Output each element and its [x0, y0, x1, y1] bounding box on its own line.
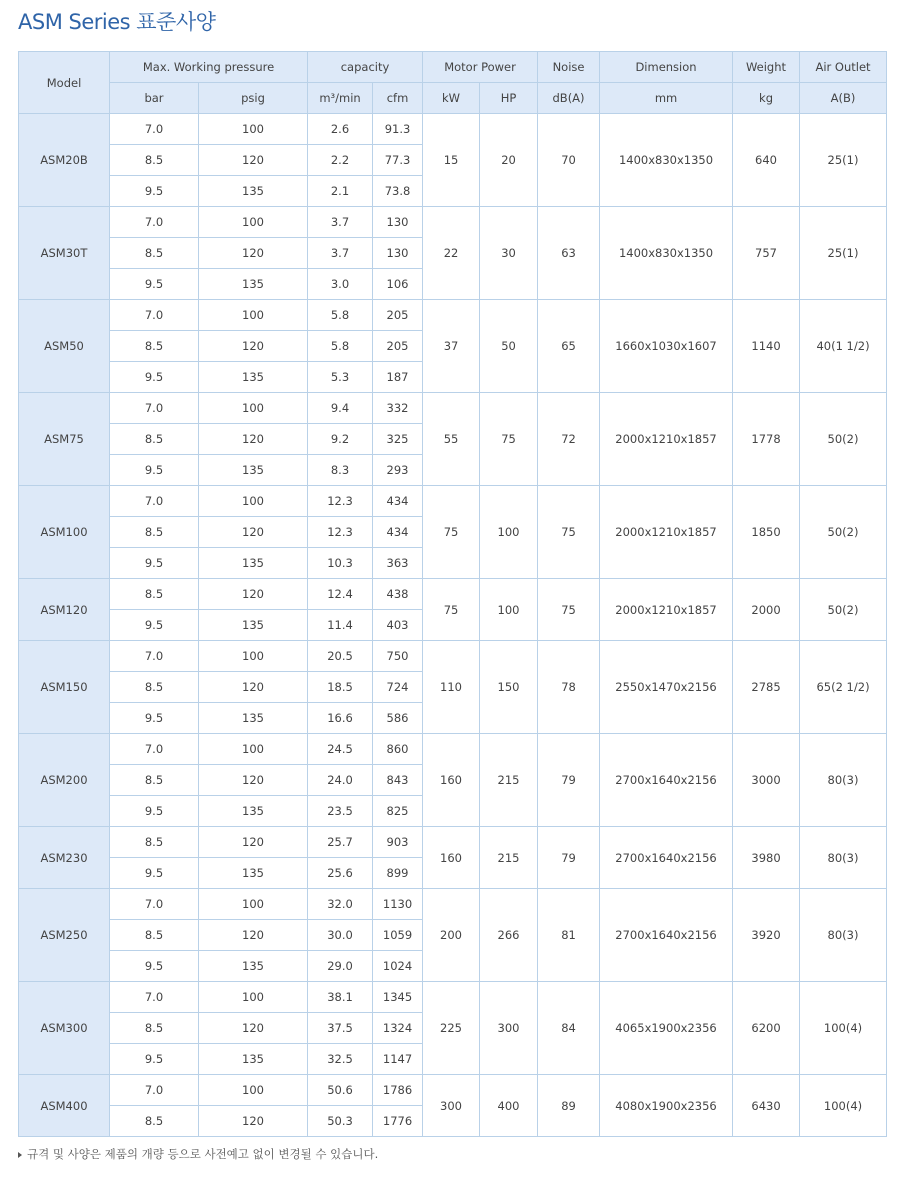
header-capacity: capacity [308, 52, 423, 83]
cfm-cell: 903 [373, 827, 423, 858]
hp-cell: 100 [480, 486, 538, 579]
hp-cell: 150 [480, 641, 538, 734]
cfm-cell: 205 [373, 300, 423, 331]
cfm-cell: 825 [373, 796, 423, 827]
m3min-cell: 50.3 [308, 1106, 373, 1137]
m3min-cell: 18.5 [308, 672, 373, 703]
bar-cell: 7.0 [110, 393, 199, 424]
bar-cell: 9.5 [110, 951, 199, 982]
model-name-cell: ASM150 [19, 641, 110, 734]
m3min-cell: 23.5 [308, 796, 373, 827]
psig-cell: 120 [199, 145, 308, 176]
kw-cell: 15 [423, 114, 480, 207]
cfm-cell: 724 [373, 672, 423, 703]
psig-cell: 135 [199, 362, 308, 393]
dimension-cell: 2700x1640x2156 [600, 827, 733, 889]
m3min-cell: 32.5 [308, 1044, 373, 1075]
m3min-cell: 12.3 [308, 486, 373, 517]
bar-cell: 8.5 [110, 1013, 199, 1044]
psig-cell: 120 [199, 331, 308, 362]
psig-cell: 120 [199, 765, 308, 796]
cfm-cell: 73.8 [373, 176, 423, 207]
m3min-cell: 9.2 [308, 424, 373, 455]
kw-cell: 75 [423, 486, 480, 579]
cfm-cell: 293 [373, 455, 423, 486]
bar-cell: 7.0 [110, 300, 199, 331]
weight-cell: 2000 [733, 579, 800, 641]
air-outlet-cell: 80(3) [800, 734, 887, 827]
bar-cell: 7.0 [110, 1075, 199, 1106]
table-row [19, 641, 887, 672]
psig-cell: 100 [199, 300, 308, 331]
cfm-cell: 130 [373, 207, 423, 238]
bar-cell: 9.5 [110, 455, 199, 486]
header-motor-power: Motor Power [423, 52, 538, 83]
m3min-cell: 11.4 [308, 610, 373, 641]
weight-cell: 3000 [733, 734, 800, 827]
spec-table-body [19, 114, 887, 1137]
cfm-cell: 1776 [373, 1106, 423, 1137]
psig-cell: 120 [199, 920, 308, 951]
kw-cell: 110 [423, 641, 480, 734]
m3min-cell: 5.3 [308, 362, 373, 393]
table-row [19, 300, 887, 331]
kw-cell: 22 [423, 207, 480, 300]
cfm-cell: 1147 [373, 1044, 423, 1075]
noise-cell: 89 [538, 1075, 600, 1137]
cfm-cell: 750 [373, 641, 423, 672]
arrow-right-icon [18, 1152, 22, 1158]
table-row [19, 486, 887, 517]
cfm-cell: 1024 [373, 951, 423, 982]
air-outlet-cell: 100(4) [800, 1075, 887, 1137]
psig-cell: 100 [199, 734, 308, 765]
bar-cell: 9.5 [110, 703, 199, 734]
model-name-cell: ASM120 [19, 579, 110, 641]
kw-cell: 200 [423, 889, 480, 982]
bar-cell: 9.5 [110, 858, 199, 889]
dimension-cell: 2000x1210x1857 [600, 579, 733, 641]
m3min-cell: 5.8 [308, 331, 373, 362]
psig-cell: 135 [199, 548, 308, 579]
hp-cell: 266 [480, 889, 538, 982]
table-row [19, 579, 887, 610]
bar-cell: 8.5 [110, 920, 199, 951]
dimension-cell: 2000x1210x1857 [600, 393, 733, 486]
bar-cell: 8.5 [110, 517, 199, 548]
psig-cell: 100 [199, 393, 308, 424]
psig-cell: 120 [199, 238, 308, 269]
psig-cell: 135 [199, 176, 308, 207]
psig-cell: 100 [199, 889, 308, 920]
m3min-cell: 16.6 [308, 703, 373, 734]
hp-cell: 30 [480, 207, 538, 300]
unit-row [19, 83, 887, 114]
hp-cell: 75 [480, 393, 538, 486]
table-row [19, 207, 887, 238]
noise-cell: 70 [538, 114, 600, 207]
hp-cell: 100 [480, 579, 538, 641]
cfm-cell: 1059 [373, 920, 423, 951]
header-weight: Weight [733, 52, 800, 83]
psig-cell: 100 [199, 641, 308, 672]
m3min-cell: 2.6 [308, 114, 373, 145]
table-row [19, 889, 887, 920]
psig-cell: 135 [199, 796, 308, 827]
table-row [19, 114, 887, 145]
air-outlet-cell: 80(3) [800, 827, 887, 889]
dimension-cell: 4065x1900x2356 [600, 982, 733, 1075]
m3min-cell: 9.4 [308, 393, 373, 424]
weight-cell: 3980 [733, 827, 800, 889]
cfm-cell: 205 [373, 331, 423, 362]
bar-cell: 8.5 [110, 579, 199, 610]
psig-cell: 120 [199, 424, 308, 455]
footnote-text: 규격 및 사양은 제품의 개량 등으로 사전예고 없이 변경될 수 있습니다. [27, 1147, 379, 1161]
bar-cell: 7.0 [110, 207, 199, 238]
cfm-cell: 860 [373, 734, 423, 765]
m3min-cell: 2.1 [308, 176, 373, 207]
psig-cell: 135 [199, 610, 308, 641]
cfm-cell: 434 [373, 517, 423, 548]
header-pressure: Max. Working pressure [110, 52, 308, 83]
cfm-cell: 403 [373, 610, 423, 641]
m3min-cell: 50.6 [308, 1075, 373, 1106]
model-name-cell: ASM400 [19, 1075, 110, 1137]
weight-cell: 757 [733, 207, 800, 300]
cfm-cell: 130 [373, 238, 423, 269]
bar-cell: 9.5 [110, 362, 199, 393]
cfm-cell: 899 [373, 858, 423, 889]
kw-cell: 160 [423, 827, 480, 889]
dimension-cell: 2700x1640x2156 [600, 734, 733, 827]
model-name-cell: ASM100 [19, 486, 110, 579]
weight-cell: 640 [733, 114, 800, 207]
bar-cell: 7.0 [110, 889, 199, 920]
bar-cell: 9.5 [110, 796, 199, 827]
unit-kw: kW [423, 83, 480, 114]
psig-cell: 100 [199, 486, 308, 517]
bar-cell: 8.5 [110, 1106, 199, 1137]
m3min-cell: 25.7 [308, 827, 373, 858]
hp-cell: 215 [480, 827, 538, 889]
kw-cell: 300 [423, 1075, 480, 1137]
weight-cell: 6430 [733, 1075, 800, 1137]
weight-cell: 1140 [733, 300, 800, 393]
psig-cell: 120 [199, 827, 308, 858]
table-row [19, 1075, 887, 1106]
header-noise: Noise [538, 52, 600, 83]
m3min-cell: 2.2 [308, 145, 373, 176]
hp-cell: 20 [480, 114, 538, 207]
psig-cell: 135 [199, 455, 308, 486]
air-outlet-cell: 100(4) [800, 982, 887, 1075]
unit-hp: HP [480, 83, 538, 114]
bar-cell: 9.5 [110, 1044, 199, 1075]
noise-cell: 79 [538, 827, 600, 889]
weight-cell: 1850 [733, 486, 800, 579]
dimension-cell: 1660x1030x1607 [600, 300, 733, 393]
m3min-cell: 8.3 [308, 455, 373, 486]
m3min-cell: 12.4 [308, 579, 373, 610]
m3min-cell: 10.3 [308, 548, 373, 579]
unit-ab: A(B) [800, 83, 887, 114]
header-dimension: Dimension [600, 52, 733, 83]
dimension-cell: 2700x1640x2156 [600, 889, 733, 982]
header-row [19, 52, 887, 83]
cfm-cell: 91.3 [373, 114, 423, 145]
air-outlet-cell: 40(1 1/2) [800, 300, 887, 393]
psig-cell: 100 [199, 982, 308, 1013]
bar-cell: 7.0 [110, 982, 199, 1013]
psig-cell: 100 [199, 207, 308, 238]
air-outlet-cell: 50(2) [800, 393, 887, 486]
psig-cell: 135 [199, 703, 308, 734]
dimension-cell: 1400x830x1350 [600, 114, 733, 207]
model-name-cell: ASM300 [19, 982, 110, 1075]
bar-cell: 8.5 [110, 238, 199, 269]
psig-cell: 120 [199, 1106, 308, 1137]
psig-cell: 100 [199, 114, 308, 145]
unit-bar: bar [110, 83, 199, 114]
cfm-cell: 1345 [373, 982, 423, 1013]
cfm-cell: 843 [373, 765, 423, 796]
noise-cell: 72 [538, 393, 600, 486]
m3min-cell: 3.7 [308, 207, 373, 238]
bar-cell: 8.5 [110, 145, 199, 176]
cfm-cell: 1786 [373, 1075, 423, 1106]
bar-cell: 7.0 [110, 641, 199, 672]
model-name-cell: ASM30T [19, 207, 110, 300]
table-row [19, 827, 887, 858]
table-row [19, 393, 887, 424]
noise-cell: 79 [538, 734, 600, 827]
header-air-outlet: Air Outlet [800, 52, 887, 83]
model-name-cell: ASM20B [19, 114, 110, 207]
kw-cell: 225 [423, 982, 480, 1075]
weight-cell: 6200 [733, 982, 800, 1075]
noise-cell: 63 [538, 207, 600, 300]
psig-cell: 120 [199, 579, 308, 610]
bar-cell: 9.5 [110, 610, 199, 641]
cfm-cell: 363 [373, 548, 423, 579]
psig-cell: 120 [199, 672, 308, 703]
cfm-cell: 1130 [373, 889, 423, 920]
psig-cell: 135 [199, 1044, 308, 1075]
spec-table [18, 51, 887, 1137]
model-name-cell: ASM75 [19, 393, 110, 486]
model-name-cell: ASM200 [19, 734, 110, 827]
weight-cell: 2785 [733, 641, 800, 734]
page-title: ASM Series 표준사양 [18, 10, 216, 34]
m3min-cell: 25.6 [308, 858, 373, 889]
cfm-cell: 77.3 [373, 145, 423, 176]
weight-cell: 1778 [733, 393, 800, 486]
cfm-cell: 106 [373, 269, 423, 300]
unit-cfm: cfm [373, 83, 423, 114]
unit-psig: psig [199, 83, 308, 114]
kw-cell: 55 [423, 393, 480, 486]
hp-cell: 50 [480, 300, 538, 393]
air-outlet-cell: 50(2) [800, 486, 887, 579]
psig-cell: 135 [199, 951, 308, 982]
footnote [18, 1146, 378, 1162]
cfm-cell: 325 [373, 424, 423, 455]
noise-cell: 84 [538, 982, 600, 1075]
m3min-cell: 5.8 [308, 300, 373, 331]
m3min-cell: 24.5 [308, 734, 373, 765]
bar-cell: 9.5 [110, 269, 199, 300]
hp-cell: 400 [480, 1075, 538, 1137]
air-outlet-cell: 80(3) [800, 889, 887, 982]
psig-cell: 120 [199, 1013, 308, 1044]
table-row [19, 982, 887, 1013]
model-name-cell: ASM250 [19, 889, 110, 982]
m3min-cell: 32.0 [308, 889, 373, 920]
cfm-cell: 438 [373, 579, 423, 610]
table-row [19, 734, 887, 765]
bar-cell: 7.0 [110, 114, 199, 145]
bar-cell: 8.5 [110, 765, 199, 796]
bar-cell: 8.5 [110, 672, 199, 703]
noise-cell: 75 [538, 579, 600, 641]
bar-cell: 7.0 [110, 734, 199, 765]
weight-cell: 3920 [733, 889, 800, 982]
air-outlet-cell: 50(2) [800, 579, 887, 641]
cfm-cell: 332 [373, 393, 423, 424]
noise-cell: 81 [538, 889, 600, 982]
cfm-cell: 434 [373, 486, 423, 517]
bar-cell: 8.5 [110, 331, 199, 362]
m3min-cell: 30.0 [308, 920, 373, 951]
hp-cell: 300 [480, 982, 538, 1075]
dimension-cell: 1400x830x1350 [600, 207, 733, 300]
cfm-cell: 586 [373, 703, 423, 734]
bar-cell: 8.5 [110, 827, 199, 858]
kw-cell: 160 [423, 734, 480, 827]
unit-mm: mm [600, 83, 733, 114]
m3min-cell: 38.1 [308, 982, 373, 1013]
psig-cell: 120 [199, 517, 308, 548]
noise-cell: 78 [538, 641, 600, 734]
air-outlet-cell: 65(2 1/2) [800, 641, 887, 734]
unit-kg: kg [733, 83, 800, 114]
psig-cell: 100 [199, 1075, 308, 1106]
model-name-cell: ASM230 [19, 827, 110, 889]
m3min-cell: 3.7 [308, 238, 373, 269]
header-model: Model [19, 52, 110, 114]
m3min-cell: 20.5 [308, 641, 373, 672]
dimension-cell: 2550x1470x2156 [600, 641, 733, 734]
bar-cell: 8.5 [110, 424, 199, 455]
kw-cell: 75 [423, 579, 480, 641]
cfm-cell: 187 [373, 362, 423, 393]
unit-m3min: m³/min [308, 83, 373, 114]
m3min-cell: 3.0 [308, 269, 373, 300]
m3min-cell: 24.0 [308, 765, 373, 796]
dimension-cell: 2000x1210x1857 [600, 486, 733, 579]
psig-cell: 135 [199, 858, 308, 889]
m3min-cell: 29.0 [308, 951, 373, 982]
bar-cell: 9.5 [110, 548, 199, 579]
air-outlet-cell: 25(1) [800, 207, 887, 300]
m3min-cell: 37.5 [308, 1013, 373, 1044]
unit-dba: dB(A) [538, 83, 600, 114]
psig-cell: 135 [199, 269, 308, 300]
bar-cell: 7.0 [110, 486, 199, 517]
kw-cell: 37 [423, 300, 480, 393]
m3min-cell: 12.3 [308, 517, 373, 548]
model-name-cell: ASM50 [19, 300, 110, 393]
bar-cell: 9.5 [110, 176, 199, 207]
air-outlet-cell: 25(1) [800, 114, 887, 207]
cfm-cell: 1324 [373, 1013, 423, 1044]
noise-cell: 65 [538, 300, 600, 393]
noise-cell: 75 [538, 486, 600, 579]
hp-cell: 215 [480, 734, 538, 827]
dimension-cell: 4080x1900x2356 [600, 1075, 733, 1137]
